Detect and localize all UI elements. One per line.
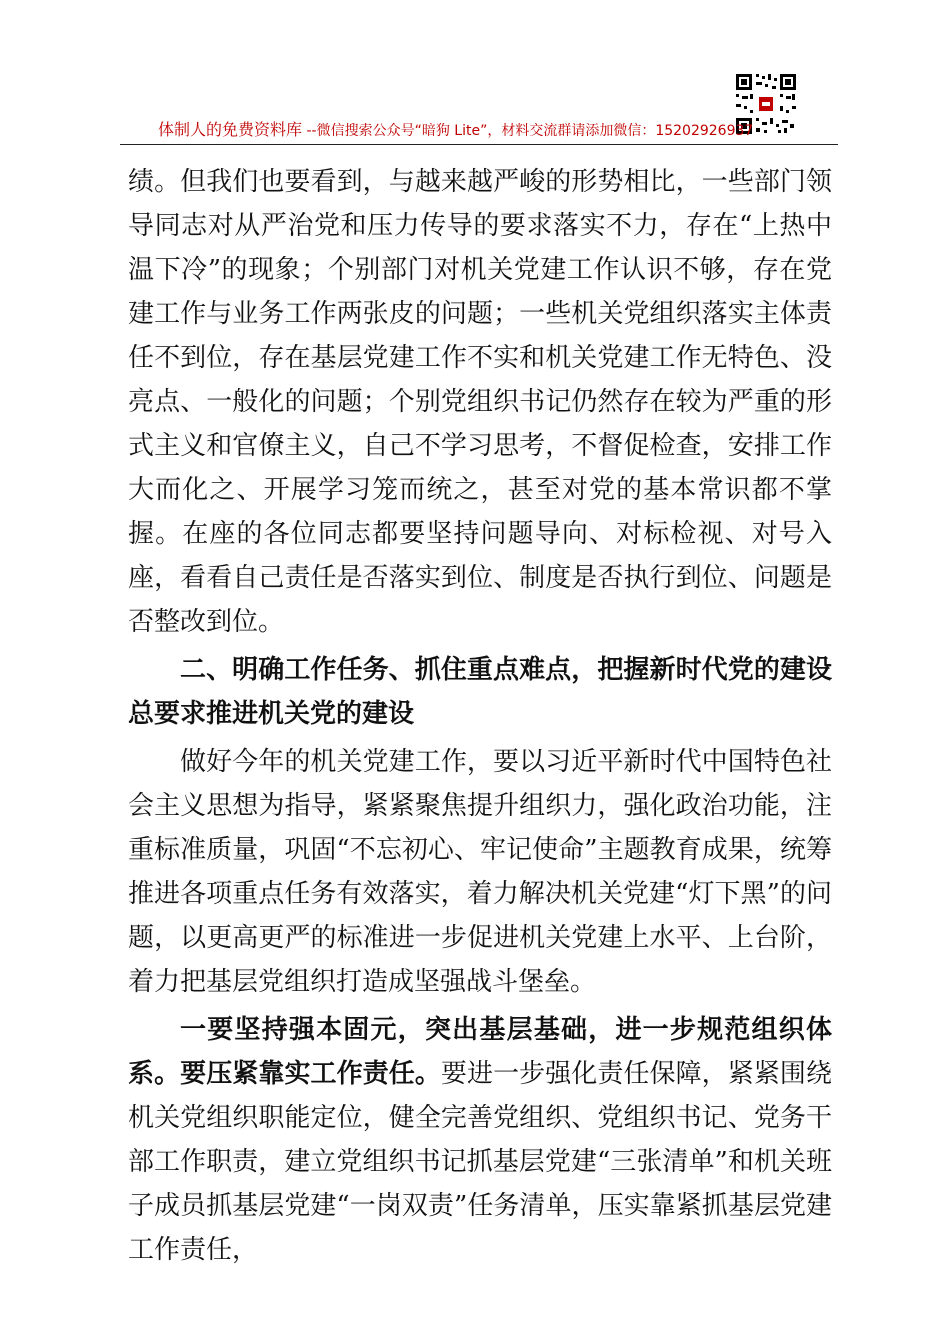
header-brand: 体制人的免费资料库 (158, 120, 303, 139)
paragraph-3-bold: 一要坚持强本固元，突出基层基础，进一步规范组织体系。要压紧靠实工作责任。 (128, 1015, 832, 1089)
paragraph-2: 做好今年的机关党建工作，要以习近平新时代中国特色社会主义思想为指导，紧紧聚焦提升组织力，强化政治功能，注重标准质量，巩固“不忘初心、牢记使命”主题教育成果，统筹推进各项重点任务有效落实，着力解决机关党建“灯下黑”的问题，以更高更严的标准进一步促进机关党建上水平、上台阶，着力把基层党组织打造成坚强战斗堡垒。 (128, 747, 832, 997)
section-heading-2: 二、明确工作任务、抓住重点难点，把握新时代党的建设总要求推进机关党的建设 (128, 655, 832, 729)
document-body (128, 160, 832, 1272)
paragraph-1: 绩。但我们也要看到，与越来越严峻的形势相比，一些部门领导同志对从严治党和压力传导的要求落实不力，存在“上热中温下冷”的现象；个别部门对机关党建工作认识不够，存在党建工作与业务工作两张皮的问题；一些机关党组织落实主体责任不到位，存在基层党建工作不实和机关党建工作无特色、没亮点、一般化的问题；个别党组织书记仍然存在较为严重的形式主义和官僚主义，自己不学习思考，不督促检查，安排工作大而化之、开展学习笼而统之，甚至对党的基本常识都不掌握。在座的各位同志都要坚持问题导向、对标检视、对号入座，看看自己责任是否落实到位、制度是否执行到位、问题是否整改到位。 (128, 167, 832, 637)
header-note: --微信搜索公众号“暗狗 Lite”，材料交流群请添加微信：15202926937 (306, 123, 754, 139)
paragraph-3 (128, 1008, 832, 1272)
header (158, 120, 798, 141)
paragraph-3-text: 要进一步强化责任保障，紧紧围绕机关党组织职能定位，健全完善党组织、党组织书记、党务干部工作职责，建立党组织书记抓基层党建“三张清单”和机关班子成员抓基层党建“一岗双责”任务清单，压实靠紧抓基层党建工作责任， (128, 1059, 832, 1265)
header-divider (120, 144, 838, 145)
